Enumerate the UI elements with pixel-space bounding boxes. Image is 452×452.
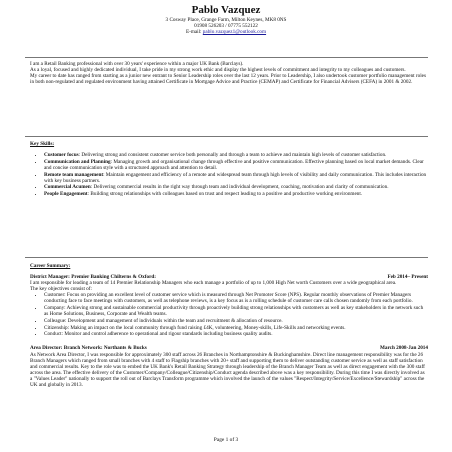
skill-text: : Delivering commercial results in the right way through team and individual development, coaching, motivation and clarity of communication. (90, 184, 389, 191)
skill-term: Commercial Acumen (44, 184, 91, 191)
cv-header (0, 4, 452, 35)
key-skills-section (30, 141, 428, 198)
list-item: • Conduct: Monitor and control adherence to operational and rigour standards including business quality audits. (44, 331, 428, 337)
key-skills-list (30, 152, 428, 197)
list-item: • Colleague: Development and management of individuals within the team and recruitment & allocation of resource. (44, 318, 428, 324)
skill-term: Customer focus (44, 152, 79, 159)
career-section (30, 263, 428, 388)
skill-term: Remote team management (44, 171, 104, 178)
email-label: E-mail: (185, 29, 202, 35)
skill-text: : Delivering strong and consistent customer service both personally and through a team to achieve and maintain high levels of customer satisfaction. (78, 152, 387, 159)
list-item (44, 172, 428, 184)
list-item: • Citizenship: Making an impact on the local community through fund raising £4K, volunteering, Money-skills, Life-Skills and networking events. (44, 325, 428, 331)
list-item (44, 159, 428, 171)
header-divider (25, 57, 428, 58)
section-divider (25, 257, 428, 258)
section-divider (25, 136, 428, 137)
list-item: • Customer: Focus on providing an excellent level of customer service which is measured through Net Promoter Score (NPS). Regular monthly observations of Premier Managers conducting face to face meetings with customers, as well as telephone reviews, is a key focus as is a rolling schedule of customer care calls chosen randomly from each portfolio. (44, 292, 428, 304)
address: 3 Cosway Place, Grange Farm, Milton Keynes, MK8 0NS (165, 17, 287, 23)
list-item (44, 152, 428, 158)
skill-text: : Managing growth and organisational change through effective and positive communication. Effective planning based on local market demands. Clear and concise communication style with a structured approach and attention to detail. (44, 158, 424, 171)
list-item: • Company: Achieving strong and sustainable commercial productivity through proactively building strong relationships with customers as well as key stakeholders in the network such as Home Solutions, Business, Corporate and Wealth teams. (44, 305, 428, 317)
skill-text: : Building strong relationships with colleagues based on trust and respect leading to a positive and productive working environment. (87, 191, 363, 198)
email-link[interactable]: pablo.vazquez1@outlook.com (202, 29, 267, 35)
skill-term: People Engagement (44, 191, 88, 198)
role-title: Area Director: Branch Network: Northants & Bucks (30, 345, 147, 352)
list-item (44, 184, 428, 190)
role-dates: Feb 2014– Present (387, 274, 428, 281)
objectives-label: The key objectives consist of: (30, 286, 92, 293)
intro-paragraph: I am a Retail Banking professional with over 30 years' experience within a major UK Bank (Barclays). (30, 61, 244, 67)
intro-paragraph: As a loyal, focused and highly dedicated individual, I take pride in my strong work ethic and display the highest levels of commitment and integrity to my colleagues and customers. (30, 67, 406, 74)
career-heading: Career Summary: (30, 263, 71, 269)
email-line (0, 29, 452, 35)
candidate-name: Pablo Vazquez (191, 4, 261, 16)
intro-section (30, 61, 428, 85)
role-dates: March 2008-Jan 2014 (379, 345, 428, 352)
page-number: Page 1 of 3 (213, 437, 239, 443)
role-summary: I am responsible for leading a team of 14 Premier Relationship Managers who each manage a portfolio of up to 1,000 High Net worth Customers over a wide geographical area. (30, 280, 397, 287)
phone-numbers: 01908 526203 / 07775 552122 (194, 23, 258, 29)
skill-text: : Maintain engagement and efficiency of a remote and widespread team through high levels of visibility and daily communication. This includes interaction with key business partners. (44, 171, 427, 184)
role-description: As Network Area Director, I was responsible for approximately 300 staff across 26 Branches in Northamptonshire & Buckinghamshire. Direct line management responsibility was for the 26 Branch Managers which ranged from small branches with 4 staff to Flagship branches with 20+ staff and supporting them to deliver outstanding customer service as well as staff satisfaction and commercial results. Key to the role was to embed the UK Bank's Retail Banking Strategy through leadership of the Branch Manager Team as well as direct engagement with the 300 staff across the area. The effective delivery of the Customer/Company/Colleague/Citizenship/Conduct agenda described above was a key responsibility. During this time I was directly involved as a "Values Leader" nationally to support the roll out of Barclays Transform programme which involved the launch of the values "Respect/Integrity/Service/Excellence/Stewardship" across the UK and globally in 2013. (30, 351, 425, 388)
key-skills-heading: Key Skills: (30, 141, 55, 147)
objectives-list (30, 292, 428, 337)
skill-term: Communication and Planning (44, 158, 111, 165)
list-item (44, 191, 428, 197)
role-title: District Manager: Premier Banking Chilterns & Oxford: (30, 274, 157, 281)
intro-paragraph: My career to date has ranged from starting as a junior new entrant to Senior Leadership roles over the last 12 years. Prior to Leadership, I also undertook customer portfolio management roles in both non-regulated and regulated environment having attained Certificate in Mortgage Advice and Practice (CEMAP) and Certificate for Financial Advisers (CEFA) in 2001 & 2002. (30, 73, 427, 86)
